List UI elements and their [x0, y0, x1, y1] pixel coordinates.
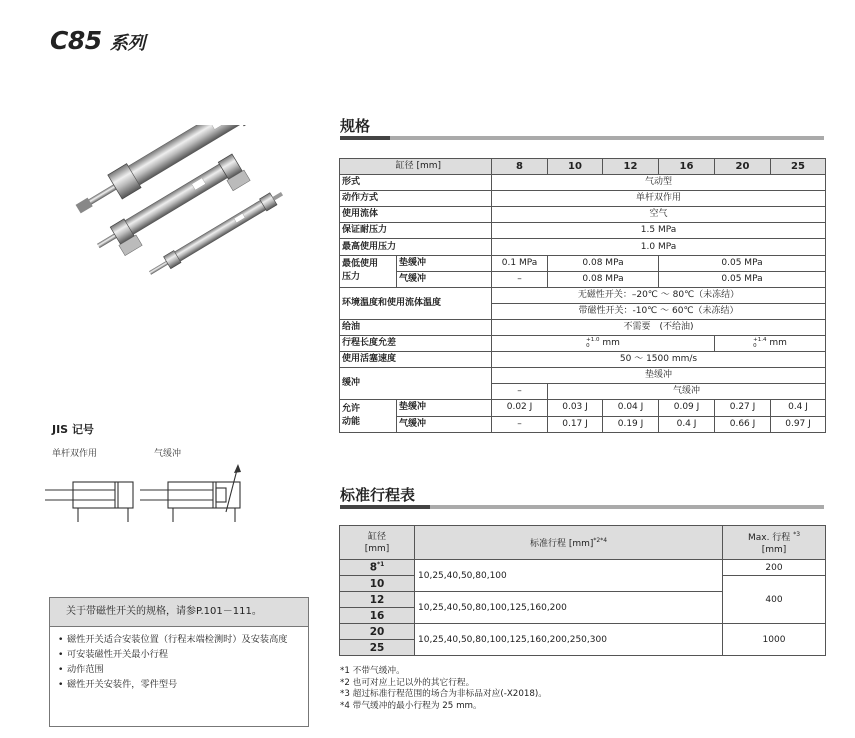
footnote: *3 超过标准行程范围的场合为非标品对应(-X2018)。 — [340, 689, 547, 700]
jis-symbol-air-cushion — [140, 460, 250, 525]
spec-heading-rule — [340, 136, 824, 140]
table-row: 使用活塞速度 50 ～ 1500 mm/s — [340, 352, 826, 368]
col-stroke: 标准行程 [mm] — [529, 539, 594, 549]
series-suffix: 系列 — [109, 33, 145, 54]
bore-12: 12 — [603, 159, 659, 175]
note-list — [50, 632, 308, 692]
table-row: 8$^{*1}$ 10,25,40,50,80,100 200 — [340, 560, 826, 576]
stroke-table: 缸径 [mm] 标准行程 [mm]$^{*2*4}$ Max. 行程 $^{*3}$ [mm] 8$^{*1}$ 10,25,40,50,80,100 200 10 400 12 10,25,40,50,80,100,125,160,200 16 20 10,25,40,50,80,100,125,160,200,250,300 1000 25 — [339, 525, 826, 656]
table-row: 允许 动能 垫缓冲 0.02 J 0.03 J 0.04 J 0.09 J 0.27 J 0.4 J — [340, 400, 826, 416]
bore-10: 10 — [548, 159, 603, 175]
table-row: 缓冲 垫缓冲 — [340, 368, 826, 384]
table-row: 最低使用 压力 垫缓冲 0.1 MPa 0.08 MPa 0.05 MPa — [340, 255, 826, 271]
jis-title: JIS 记号 — [52, 423, 94, 436]
note-header: 关于带磁性开关的规格，请参P.101－111。 — [50, 598, 308, 627]
list-item: • 磁性开关安装件，零件型号 — [58, 677, 302, 692]
bore-20: 20 — [715, 159, 771, 175]
table-row: 气缓冲 – 0.17 J 0.19 J 0.4 J 0.66 J 0.97 J — [340, 416, 826, 432]
stroke-heading-rule — [340, 505, 824, 509]
table-row: 使用流体 空气 — [340, 207, 826, 223]
table-row: 气缓冲 – 0.08 MPa 0.05 MPa — [340, 271, 826, 287]
list-item: • 磁性开关适合安装位置（行程末端检测时）及安装高度 — [58, 632, 302, 647]
table-row: 环境温度和使用流体温度 无磁性开关：–20℃ ～ 80℃（未冻结） — [340, 287, 826, 303]
table-row: – 气缓冲 — [340, 384, 826, 400]
col-max: Max. 行程 — [747, 533, 791, 543]
product-photo — [45, 125, 295, 285]
table-row: 25 — [340, 640, 826, 656]
table-row: 动作方式 单杆双作用 — [340, 191, 826, 207]
spec-heading: 规格 — [340, 117, 371, 135]
list-item: • 动作范围 — [58, 662, 302, 677]
jis-symbol-double-acting — [45, 470, 145, 525]
table-row: 16 — [340, 608, 826, 624]
jis-label-double-acting: 单杆双作用 — [52, 449, 98, 459]
bore-8: 8 — [492, 159, 548, 175]
bore-label: 缸径 [mm] — [340, 159, 492, 175]
jis-label-air-cushion: 气缓冲 — [154, 449, 182, 459]
table-row: 形式 气动型 — [340, 175, 826, 191]
table-row: 行程长度允差 +1.0 0 mm +1.4 0 mm — [340, 336, 826, 352]
series-title — [50, 26, 145, 55]
footnotes — [340, 666, 547, 712]
footnote: *1 不带气缓冲。 — [340, 666, 405, 676]
table-row: 给油 不需要 (不给油) — [340, 319, 826, 335]
switch-note-box — [49, 597, 309, 727]
table-row: 12 10,25,40,50,80,100,125,160,200 — [340, 592, 826, 608]
bore-16: 16 — [659, 159, 715, 175]
footnote: *4 带气缓冲的最小行程为 25 mm。 — [340, 700, 482, 711]
table-row: 10 400 — [340, 576, 826, 592]
series-code: C85 — [50, 26, 102, 55]
table-row: 带磁性开关：-10℃ ～ 60℃（未冻结） — [340, 303, 826, 319]
table-row: 最高使用压力 1.0 MPa — [340, 239, 826, 255]
bore-25: 25 — [771, 159, 826, 175]
table-row: 保证耐压力 1.5 MPa — [340, 223, 826, 239]
footnote: *2 也可对应上记以外的其它行程。 — [340, 677, 475, 688]
col-bore: 缸径 — [367, 531, 386, 542]
list-item: • 可安装磁性开关最小行程 — [58, 647, 302, 662]
stroke-heading: 标准行程表 — [340, 486, 416, 504]
table-row: 20 10,25,40,50,80,100,125,160,200,250,300 1000 — [340, 624, 826, 640]
spec-table — [339, 158, 826, 433]
